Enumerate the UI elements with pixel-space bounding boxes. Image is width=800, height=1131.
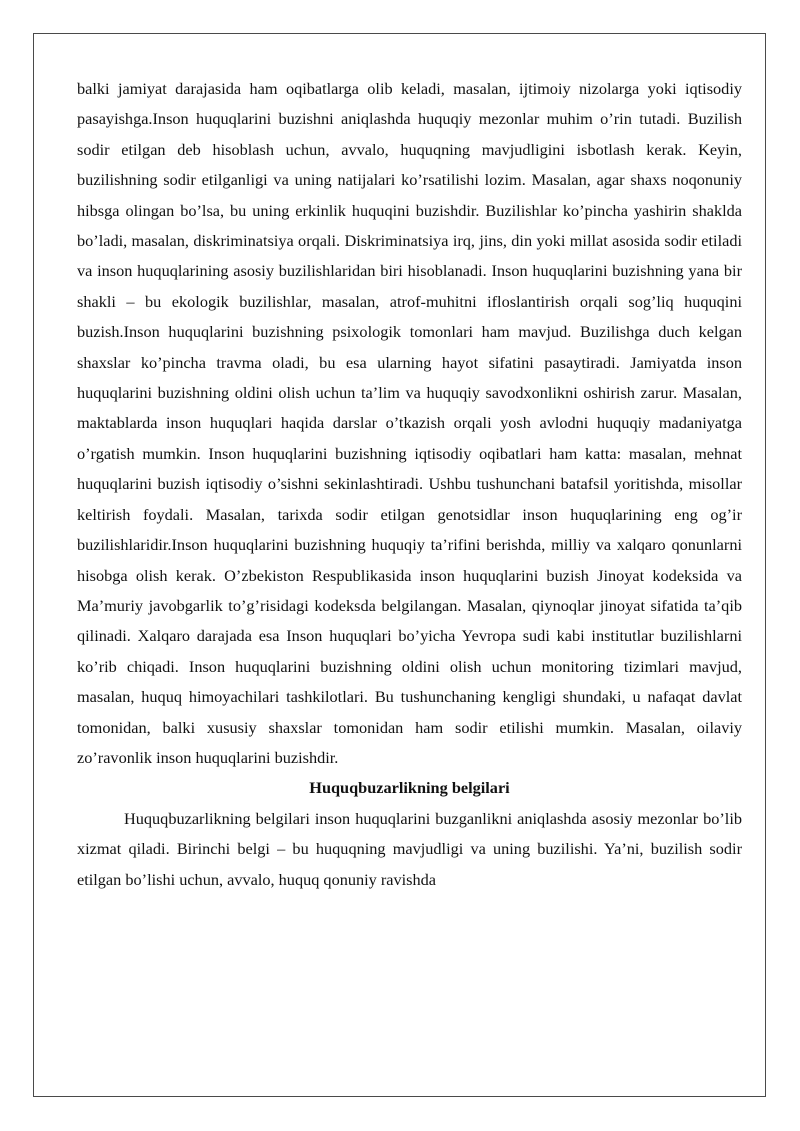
section-heading: Huquqbuzarlikning belgilari: [309, 778, 510, 798]
body-paragraph: Huquqbuzarlikning belgilari inson huquqlarini buzganlikni aniqlashda asosiy mezonlar bo’lib xizmat qiladi. Birinchi belgi – bu huquqning mavjudligi va uning buzilishi. Ya’ni, buzilish sodir etilgan bo’lishi uchun, avvalo, huquq qonuniy ravishda: [77, 808, 742, 889]
document-body: [77, 74, 742, 895]
body-paragraph: balki jamiyat darajasida ham oqibatlarga olib keladi, masalan, ijtimoiy nizolarga yoki iqtisodiy pasayishga.Inson huquqlarini buzishni aniqlashda huquqiy mezonlar muhim o’rin tutadi. Buzilish sodir etilgan deb hisoblash uchun, avvalo, huquqning mavjudligini isbotlash kerak. Keyin, buzilishning sodir etilganligi va uning natijalari ko’rsatilishi lozim. Masalan, agar shaxs noqonuniy hibsga olingan bo’lsa, bu uning erkinlik huquqini buzishdir. Buzilishlar ko’pincha yashirin shaklda bo’ladi, masalan, diskriminatsiya orqali. Diskriminatsiya irq, jins, din yoki millat asosida sodir etiladi va inson huquqlarining asosiy buzilishlaridan biri hisoblanadi. Inson huquqlarini buzishning yana bir shakli – bu ekologik buzilishlar, masalan, atrof-muhitni ifloslantirish orqali sog’liq huquqini buzish.Inson huquqlarini buzishning psixologik tomonlari ham mavjud. Buzilishga duch kelgan shaxslar ko’pincha travma oladi, bu esa ularning hayot sifatini pasaytiradi. Jamiyatda inson huquqlarini buzishning oldini olish uchun ta’lim va huquqiy savodxonlikni oshirish zarur. Masalan, maktablarda inson huquqlari haqida darslar o’tkazish orqali yosh avlodni huquqiy madaniyatga o’rgatish mumkin. Inson huquqlarini buzishning iqtisodiy oqibatlari ham katta: masalan, mehnat huquqlarini buzish iqtisodiy o’sishni sekinlashtiradi. Ushbu tushunchani batafsil yoritishda, misollar keltirish foydali. Masalan, tarixda sodir etilgan genotsidlar inson huquqlarining eng og’ir buzilishlaridir.Inson huquqlarini buzishning huquqiy ta’rifini berishda, milliy va xalqaro qonunlarni hisobga olish kerak. O’zbekiston Respublikasida inson huquqlarini buzish Jinoyat kodeksida va Ma’muriy javobgarlik to’g’risidagi kodeksda belgilangan. Masalan, qiynoqlar jinoyat sifatida ta’qib qilinadi. Xalqaro darajada esa Inson huquqlari bo’yicha Yevropa sudi kabi institutlar buzilishlarni ko’rib chiqadi. Inson huquqlarini buzishning oldini olish uchun monitoring tizimlari mavjud, masalan, huquq himoyachilari tashkilotlari. Bu tushunchaning kengligi shundaki, u nafaqat davlat tomonidan, balki xususiy shaxslar tomonidan ham sodir etilishi mumkin. Masalan, oilaviy zo’ravonlik inson huquqlarini buzishdir.: [77, 79, 742, 767]
